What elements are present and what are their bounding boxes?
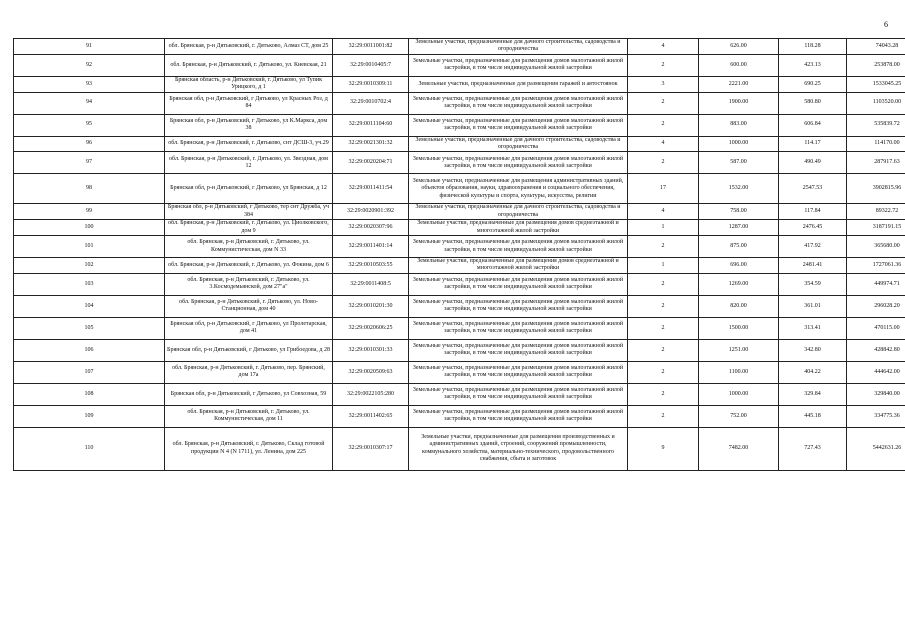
land-valuation-table [13,38,905,471]
row-number-cell: 105 [14,317,165,339]
cadastral-value-cell: 296028.20 [847,295,905,317]
area-value-cell: 696.00 [699,258,779,274]
page-number: 6 [884,20,888,29]
row-number-cell: 103 [14,273,165,295]
row-number-cell: 102 [14,258,165,274]
area-value-cell: 875.00 [699,236,779,258]
specific-value-cell: 580.80 [779,92,847,114]
specific-value-cell: 423.13 [779,54,847,76]
group-number-cell: 2 [628,92,699,114]
table-row [14,361,905,383]
land-use-type-cell: Земельные участки, предназначенные для размещения домов малоэтажной жилой застройки, в том числе индивидуальной жилой застройки [409,236,628,258]
land-use-type-cell: Земельные участки, предназначенные для размещения домов среднеэтажной и многоэтажной жилой застройки [409,258,628,274]
area-value-cell: 1269.00 [699,273,779,295]
row-number-cell: 95 [14,114,165,136]
land-use-type-cell: Земельные участки, предназначенные для размещения домов малоэтажной жилой застройки, в том числе индивидуальной жилой застройки [409,317,628,339]
table-row [14,174,905,204]
specific-value-cell: 490.49 [779,152,847,174]
area-value-cell: 1900.00 [699,92,779,114]
address-cell: Брянская обл, р-н Дятьковский, г Дятьково, ул Красных Роз, д 84 [165,92,333,114]
cadastral-value-cell: 365680.00 [847,236,905,258]
cadastral-value-cell: 253878.00 [847,54,905,76]
cadastral-number-cell: 32:29:0010201:30 [333,295,409,317]
cadastral-number-cell: 32:29:0020901:392 [333,204,409,220]
cadastral-value-cell: 74043.28 [847,39,905,55]
address-cell: обл. Брянская, р-н Дятьковский, г. Дятьково, ул. Звездная, дом 12 [165,152,333,174]
cadastral-value-cell: 535839.72 [847,114,905,136]
group-number-cell: 2 [628,295,699,317]
area-value-cell: 587.00 [699,152,779,174]
address-cell: обл. Брянская, р-н Дятьковский, г. Дятьково, Склад готовой продукции N 4 (N 1711), ул. Ленина, дом 225 [165,427,333,470]
table-row [14,339,905,361]
specific-value-cell: 690.25 [779,76,847,92]
table-row [14,405,905,427]
land-use-type-cell: Земельные участки, предназначенные для размещения гаражей и автостоянок [409,76,628,92]
cadastral-number-cell: 32:29:0021301:32 [333,136,409,152]
area-value-cell: 626.00 [699,39,779,55]
cadastral-value-cell: 1533045.25 [847,76,905,92]
row-number-cell: 100 [14,220,165,236]
cadastral-number-cell: 32:29:0010702:4 [333,92,409,114]
land-use-type-cell: Земельные участки, предназначенные для размещения домов малоэтажной жилой застройки, в том числе индивидуальной жилой застройки [409,295,628,317]
group-number-cell: 4 [628,136,699,152]
table-row [14,220,905,236]
specific-value-cell: 404.22 [779,361,847,383]
group-number-cell: 3 [628,76,699,92]
group-number-cell: 2 [628,361,699,383]
group-number-cell: 1 [628,258,699,274]
row-number-cell: 93 [14,76,165,92]
specific-value-cell: 342.80 [779,339,847,361]
cadastral-value-cell: 114170.00 [847,136,905,152]
group-number-cell: 2 [628,236,699,258]
cadastral-value-cell: 287917.63 [847,152,905,174]
address-cell: Брянская обл, р-н Дятьковский, г Дятьково, ул Грибоедова, д 28 [165,339,333,361]
area-value-cell: 600.00 [699,54,779,76]
specific-value-cell: 118.28 [779,39,847,55]
area-value-cell: 1532.00 [699,174,779,204]
land-use-type-cell: Земельные участки, предназначенные для размещения домов малоэтажной жилой застройки, в том числе индивидуальной жилой застройки [409,54,628,76]
cadastral-value-cell: 470115.00 [847,317,905,339]
specific-value-cell: 313.41 [779,317,847,339]
cadastral-number-cell: 32:29:0011408:5 [333,273,409,295]
land-use-type-cell: Земельные участки, предназначенные для размещения домов малоэтажной жилой застройки, в том числе индивидуальной жилой застройки [409,114,628,136]
cadastral-number-cell: 32:29:0011411:54 [333,174,409,204]
cadastral-number-cell: 32:29:0010301:33 [333,339,409,361]
land-use-type-cell: Земельные участки, предназначенные для размещения производственных и административных зданий, строений, сооружений промышленности, коммунального хозяйства, материально-технического, продовольственного снабжения, сбыта и заготовок [409,427,628,470]
group-number-cell: 4 [628,39,699,55]
area-value-cell: 820.00 [699,295,779,317]
address-cell: Брянская обл, р-н Дятьковский, г Дятьково, ул Пролетарская, дом 41 [165,317,333,339]
address-cell: обл. Брянская, р-н Дятьковский, г. Дятьково, ул. Фокина, дом 6 [165,258,333,274]
row-number-cell: 109 [14,405,165,427]
land-use-type-cell: Земельные участки, предназначенные для размещения административных зданий, объектов образования, науки, здравоохранения и социального обеспечения, физической культуры и спорта, культуры, искусства, религии [409,174,628,204]
area-value-cell: 1287.00 [699,220,779,236]
group-number-cell: 2 [628,383,699,405]
area-value-cell: 2221.00 [699,76,779,92]
cadastral-value-cell: 5442631.26 [847,427,905,470]
specific-value-cell: 2547.53 [779,174,847,204]
area-value-cell: 1100.00 [699,361,779,383]
row-number-cell: 99 [14,204,165,220]
specific-value-cell: 329.84 [779,383,847,405]
cadastral-number-cell: 32:29:0010503:55 [333,258,409,274]
table-row [14,92,905,114]
address-cell: обл. Брянская, р-н Дятьковский, г. Дятьково, Алмаз СТ, дом 25 [165,39,333,55]
group-number-cell: 2 [628,54,699,76]
group-number-cell: 2 [628,152,699,174]
cadastral-number-cell: 32:29:0020509:63 [333,361,409,383]
specific-value-cell: 361.01 [779,295,847,317]
group-number-cell: 9 [628,427,699,470]
land-use-type-cell: Земельные участки, предназначенные для размещения домов малоэтажной жилой застройки, в том числе индивидуальной жилой застройки [409,361,628,383]
cadastral-value-cell: 1727061.36 [847,258,905,274]
row-number-cell: 110 [14,427,165,470]
address-cell: Брянская обл, р-н Дятьковский, г Дятьково, ул К.Маркса, дом 38 [165,114,333,136]
row-number-cell: 106 [14,339,165,361]
area-value-cell: 1251.00 [699,339,779,361]
land-use-type-cell: Земельные участки, предназначенные для размещения домов среднеэтажной и многоэтажной жилой застройки [409,220,628,236]
cadastral-value-cell: 329840.00 [847,383,905,405]
row-number-cell: 104 [14,295,165,317]
address-cell: обл. Брянская, р-н Дятьковский, г. Дятьково, ул. Коммунистическая, дом 11 [165,405,333,427]
specific-value-cell: 606.84 [779,114,847,136]
cadastral-number-cell: 32:29:0020307:96 [333,220,409,236]
cadastral-number-cell: 32:29:0011402:65 [333,405,409,427]
specific-value-cell: 2481.41 [779,258,847,274]
group-number-cell: 17 [628,174,699,204]
row-number-cell: 98 [14,174,165,204]
cadastral-number-cell: 32:29:0010307:17 [333,427,409,470]
address-cell: обл. Брянская, р-н Дятьковский, г. Дятьково, снт ДСШ-3, уч.29 [165,136,333,152]
group-number-cell: 4 [628,204,699,220]
address-cell: обл. Брянская, р-н Дятьковский, г. Дятьково, ул. 3.Космодемьянской, дом 27"а" [165,273,333,295]
table-row [14,236,905,258]
row-number-cell: 101 [14,236,165,258]
cadastral-value-cell: 3902815.96 [847,174,905,204]
land-use-type-cell: Земельные участки, предназначенные для размещения домов малоэтажной жилой застройки, в том числе индивидуальной жилой застройки [409,273,628,295]
table-row [14,273,905,295]
area-value-cell: 752.00 [699,405,779,427]
specific-value-cell: 354.59 [779,273,847,295]
land-use-type-cell: Земельные участки, предназначенные для размещения домов малоэтажной жилой застройки, в том числе индивидуальной жилой застройки [409,339,628,361]
table-row [14,258,905,274]
cadastral-value-cell: 1103520.00 [847,92,905,114]
address-cell: обл. Брянская, р-н Дятьковский, г. Дятьково, пер. Брянский, дом 17а [165,361,333,383]
specific-value-cell: 2476.45 [779,220,847,236]
land-use-type-cell: Земельные участки, предназначенные для дачного строительства, садоводства и огородничества [409,136,628,152]
table-row [14,136,905,152]
cadastral-number-cell: 32:29:0011401:14 [333,236,409,258]
specific-value-cell: 114.17 [779,136,847,152]
cadastral-value-cell: 449974.71 [847,273,905,295]
area-value-cell: 1000.00 [699,383,779,405]
area-value-cell: 7482.00 [699,427,779,470]
land-use-type-cell: Земельные участки, предназначенные для дачного строительства, садоводства и огородничества [409,39,628,55]
table-row [14,54,905,76]
group-number-cell: 2 [628,317,699,339]
address-cell: обл. Брянская, р-н Дятьковский, г. Дятьково, ул. Циолковского, дом 9 [165,220,333,236]
cadastral-number-cell: 32:29:0010405:7 [333,54,409,76]
cadastral-value-cell: 89322.72 [847,204,905,220]
cadastral-number-cell: 32:29:0011104:60 [333,114,409,136]
row-number-cell: 107 [14,361,165,383]
table-row [14,39,905,55]
group-number-cell: 1 [628,220,699,236]
specific-value-cell: 445.18 [779,405,847,427]
cadastral-value-cell: 3187191.15 [847,220,905,236]
group-number-cell: 2 [628,273,699,295]
cadastral-number-cell: 32:29:0020204:71 [333,152,409,174]
specific-value-cell: 727.43 [779,427,847,470]
cadastral-number-cell: 32:29:0011001:82 [333,39,409,55]
table-row [14,317,905,339]
land-use-type-cell: Земельные участки, предназначенные для размещения домов малоэтажной жилой застройки, в том числе индивидуальной жилой застройки [409,405,628,427]
cadastral-number-cell: 32:29:0020606:25 [333,317,409,339]
area-value-cell: 883.00 [699,114,779,136]
land-use-type-cell: Земельные участки, предназначенные для дачного строительства, садоводства и огородничества [409,204,628,220]
table-row [14,152,905,174]
area-value-cell: 1000.00 [699,136,779,152]
row-number-cell: 92 [14,54,165,76]
land-use-type-cell: Земельные участки, предназначенные для размещения домов малоэтажной жилой застройки, в том числе индивидуальной жилой застройки [409,92,628,114]
specific-value-cell: 117.84 [779,204,847,220]
address-cell: Брянская обл, р-н Дятьковский, г Дятьково, ул Брянская, д 12 [165,174,333,204]
land-use-type-cell: Земельные участки, предназначенные для размещения домов малоэтажной жилой застройки, в том числе индивидуальной жилой застройки [409,152,628,174]
specific-value-cell: 417.92 [779,236,847,258]
table-row [14,427,905,470]
row-number-cell: 97 [14,152,165,174]
table-row [14,204,905,220]
area-value-cell: 1500.00 [699,317,779,339]
address-cell: обл. Брянская, р-н Дятьковский, г. Дятьково, ул. Коммунистическая, дом N 33 [165,236,333,258]
table-row [14,114,905,136]
address-cell: Брянская область, р-н Дятьковский, г. Дятьково, ул Тупик Урицкого, д 1 [165,76,333,92]
row-number-cell: 108 [14,383,165,405]
table-row [14,383,905,405]
address-cell: Брянская обл, р-н Дятьковский, г Дятьково, ул Совхозная, 59 [165,383,333,405]
row-number-cell: 96 [14,136,165,152]
cadastral-number-cell: 32:29:0022105:280 [333,383,409,405]
land-use-type-cell: Земельные участки, предназначенные для размещения домов малоэтажной жилой застройки, в том числе индивидуальной жилой застройки [409,383,628,405]
group-number-cell: 2 [628,405,699,427]
row-number-cell: 94 [14,92,165,114]
group-number-cell: 2 [628,339,699,361]
area-value-cell: 758.00 [699,204,779,220]
address-cell: Брянская обл, р-н Дятьковский, г Дятьково, тер снт Дружба, уч 384 [165,204,333,220]
cadastral-value-cell: 444642.00 [847,361,905,383]
row-number-cell: 91 [14,39,165,55]
group-number-cell: 2 [628,114,699,136]
address-cell: обл. Брянская, р-н Дятьковский, г. Дятьково, ул. Киевская, 21 [165,54,333,76]
table-row [14,295,905,317]
address-cell: обл. Брянская, р-н Дятьковский, г. Дятьково, ул. Ново-Станционная, дом 40 [165,295,333,317]
cadastral-value-cell: 428842.80 [847,339,905,361]
table-row [14,76,905,92]
cadastral-value-cell: 334775.36 [847,405,905,427]
cadastral-number-cell: 32:29:0010309:11 [333,76,409,92]
